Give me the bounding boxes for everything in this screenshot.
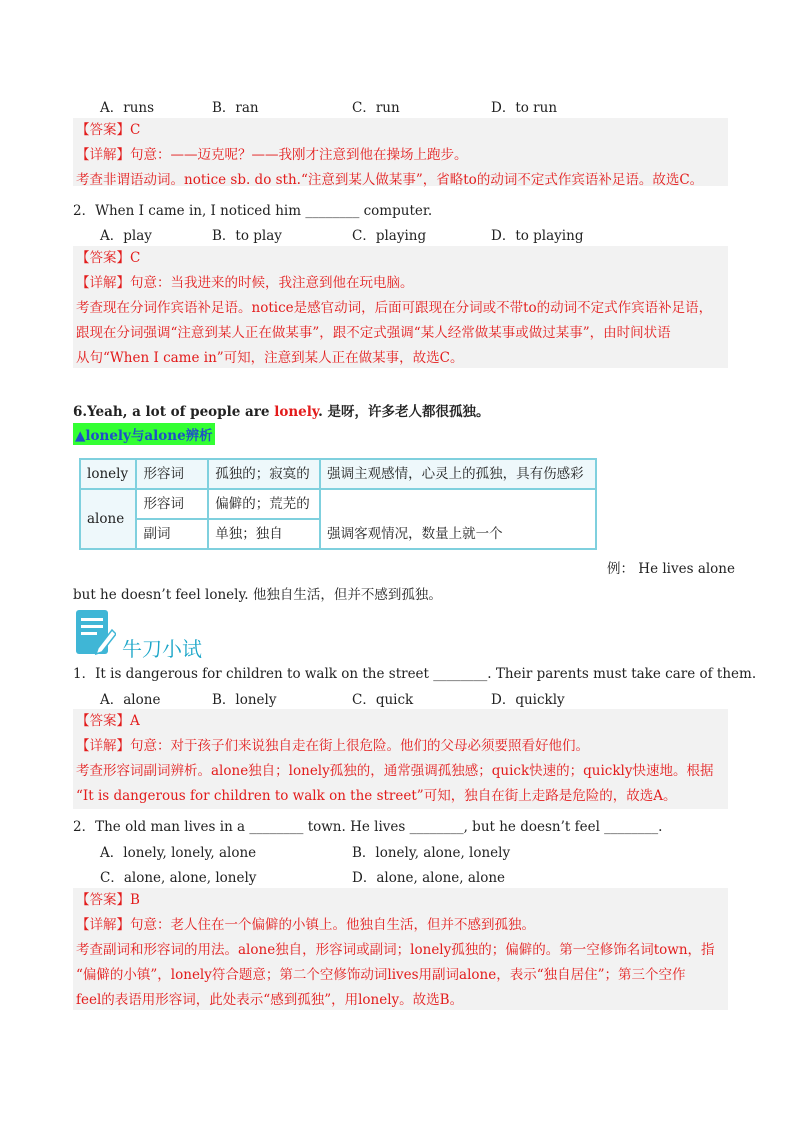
cell-note: 强调主观感情，心灵上的孤独，具有伤感彩 <box>320 459 596 489</box>
detail-line: 考查非谓语动词。notice sb. do sth.“注意到某人做某事”，省略to的动词不定式作宾语补足语。故选C。 <box>76 172 704 188</box>
options-row <box>100 841 660 859</box>
comparison-table <box>79 458 597 550</box>
question-stem: 1．It is dangerous for children to walk on the street ________. Their parents must take care of them. <box>73 666 757 682</box>
detail-line: 考查现在分词作宾语补足语。notice是感官动词，后面可跟现在分词或不带to的动词不定式作宾语补足语， <box>76 300 713 316</box>
option-b: B．to play <box>212 228 282 244</box>
options-row <box>100 688 660 706</box>
answer-box <box>73 888 728 1010</box>
option-b: B．lonely <box>212 692 277 708</box>
option-c: C．playing <box>352 228 427 244</box>
option-c: C．quick <box>352 692 414 708</box>
option-d: D．alone, alone, alone <box>352 870 506 886</box>
detail-line: 考查副词和形容词的用法。alone独自，形容词或副词；lonely孤独的；偏僻的。第一空修饰名词town，指 <box>76 942 715 958</box>
answer-label: 【答案】C <box>76 122 141 138</box>
options-row <box>100 96 660 114</box>
option-a: A．lonely, lonely, alone <box>100 845 257 861</box>
question-stem: 2．The old man lives in a ________ town. He lives ________, but he doesn’t feel ________. <box>73 819 663 835</box>
cell-pos: 形容词 <box>136 489 208 519</box>
detail-line: “偏僻的小镇”，lonely符合题意；第二个空修饰动词lives用副词alone，表示“独自居住”；第三个空作 <box>76 967 686 983</box>
option-d: D．to run <box>491 100 558 116</box>
detail-line: 从句“When I came in”可知，注意到某人正在做某事，故选C。 <box>76 350 464 366</box>
option-d: D．quickly <box>491 692 565 708</box>
detail-line: 【详解】句意：当我进来的时候，我注意到他在玩电脑。 <box>76 275 414 291</box>
answer-label: 【答案】A <box>76 713 140 729</box>
keyword-lonely: lonely <box>274 404 319 420</box>
cell-word: alone <box>80 489 136 549</box>
options-row <box>100 866 660 884</box>
option-c: C．alone, alone, lonely <box>100 870 257 886</box>
question-stem: 2．When I came in, I noticed him ________ computer. <box>73 203 433 219</box>
section-title: 牛刀小试 <box>122 637 202 661</box>
option-a: A．alone <box>100 692 161 708</box>
item-6-title: 6.Yeah, a lot of people are lonely. 是呀，许多老人都很孤独。 <box>73 404 490 420</box>
answer-box <box>73 246 728 368</box>
detail-line: “It is dangerous for children to walk on the street”可知，独自在街上走路是危险的，故选A。 <box>76 788 677 804</box>
option-b: B．ran <box>212 100 259 116</box>
cell-meaning: 单独；独自 <box>208 519 320 549</box>
notepad-icon <box>74 606 116 656</box>
detail-line: 【详解】句意：对于孩子们来说独自走在街上很危险。他们的父母必须要照看好他们。 <box>76 738 589 754</box>
detail-line: 【详解】句意：——迈克呢？——我刚才注意到他在操场上跑步。 <box>76 147 468 163</box>
answer-label: 【答案】B <box>76 892 140 908</box>
detail-line: 考查形容词副词辨析。alone独自；lonely孤独的，通常强调孤独感；quick快速的；quickly快速地。根据 <box>76 763 714 779</box>
option-b: B．lonely, alone, lonely <box>352 845 511 861</box>
option-a: A．runs <box>100 100 155 116</box>
option-d: D．to playing <box>491 228 584 244</box>
example-continuation: but he doesn’t feel lonely. 他独自生活，但并不感到孤独。 <box>73 587 442 603</box>
cell-word: lonely <box>80 459 136 489</box>
answer-box <box>73 709 728 809</box>
answer-box <box>73 118 728 186</box>
detail-line: 跟现在分词强调“注意到某人正在做某事”，跟不定式强调“某人经常做某事或做过某事”，由时间状语 <box>76 325 671 341</box>
option-a: A．play <box>100 228 152 244</box>
highlight-heading: ▲lonely与alone辨析 <box>73 423 215 445</box>
cell-note: 强调客观情况，数量上就一个 <box>320 489 596 549</box>
option-c: C．run <box>352 100 400 116</box>
cell-pos: 副词 <box>136 519 208 549</box>
options-row <box>100 224 660 242</box>
detail-line: feel的表语用形容词，此处表示“感到孤独”，用lonely。故选B。 <box>76 992 464 1008</box>
cell-meaning: 孤独的；寂寞的 <box>208 459 320 489</box>
cell-meaning: 偏僻的；荒芜的 <box>208 489 320 519</box>
detail-line: 【详解】句意：老人住在一个偏僻的小镇上。他独自生活，但并不感到孤独。 <box>76 917 535 933</box>
cell-pos: 形容词 <box>136 459 208 489</box>
answer-label: 【答案】C <box>76 250 141 266</box>
example-label: 例： He lives alone <box>607 561 735 577</box>
